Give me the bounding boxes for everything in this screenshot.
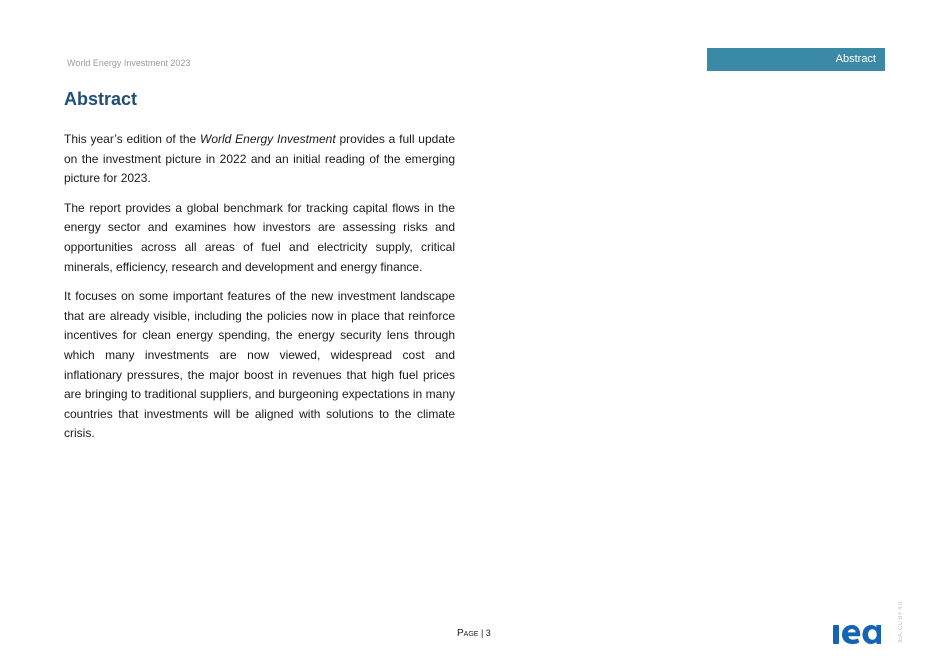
- abstract-paragraph-3: It focuses on some important features of the new investment landscape that are already visible, including the policies now in place that reinforce incentives for clean energy spending, the energy security lens through which many investments are now viewed, widespread cost and inflationary pressures, the major boost in revenues that high fuel prices are bringing to traditional suppliers, and burgeoning expectations in many countries that investments will be aligned with solutions to the climate crisis.: [64, 289, 455, 441]
- page-number: [457, 628, 491, 639]
- page-number-value: 3: [485, 628, 491, 638]
- abstract-paragraph-2: The report provides a global benchmark for tracking capital flows in the energy sector and examines how investors are assessing risks and opportunities across all areas of fuel and electricity supply, critical minerals, efficiency, research and development and energy finance.: [64, 200, 455, 274]
- running-head: World Energy Investment 2023: [67, 58, 191, 68]
- abstract-body: [64, 130, 455, 454]
- report-title-emphasis: World Energy Investment: [200, 132, 336, 146]
- license-note: IEA. CC BY 4.0.: [898, 600, 904, 643]
- abstract-paragraph-1: [64, 130, 455, 189]
- iea-logo-icon: [833, 621, 887, 645]
- section-tab: Abstract: [707, 48, 885, 71]
- page-label: Page: [457, 628, 479, 639]
- page-separator: |: [478, 628, 486, 638]
- paragraph-1-intro: This year’s edition of the: [64, 132, 201, 146]
- page-title: Abstract: [64, 89, 138, 109]
- paragraph-1-rest: provides a full update on the investment picture in 2022 and an initial reading of the emerging picture for 2023.: [64, 132, 455, 186]
